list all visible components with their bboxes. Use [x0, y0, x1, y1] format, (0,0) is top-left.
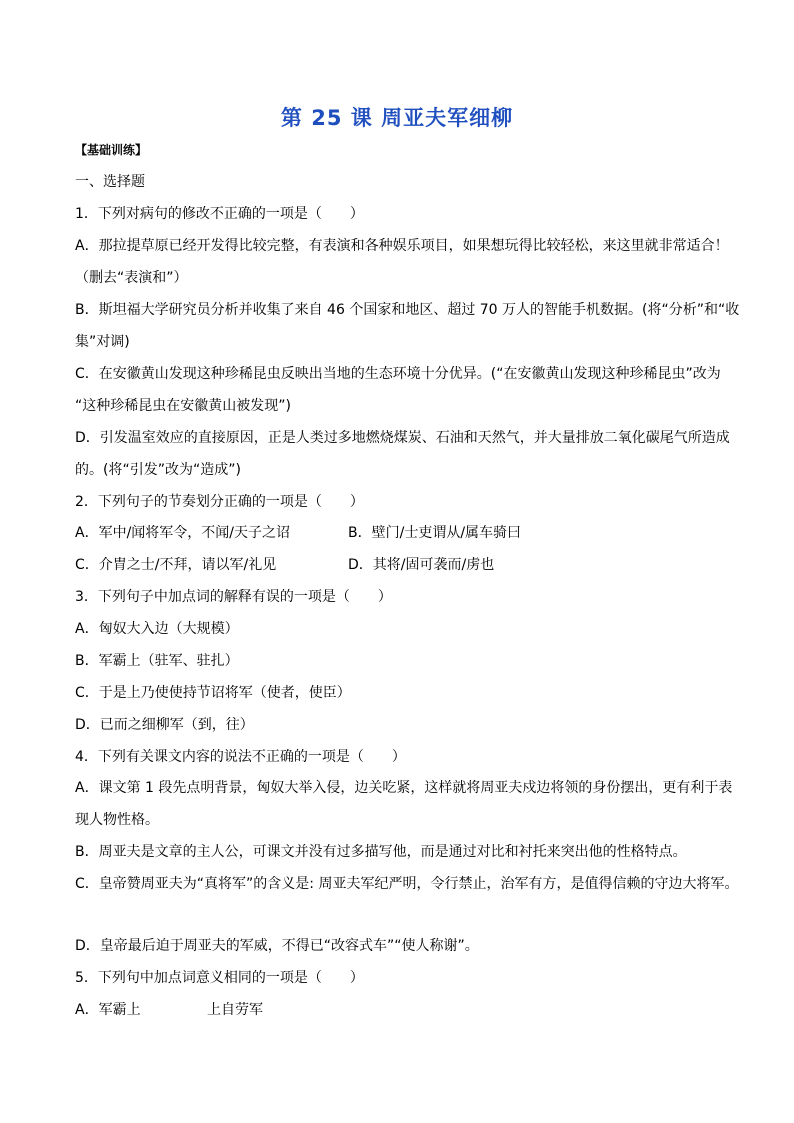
q4-option-b: B．周亚夫是文章的主人公，可课文并没有过多描写他，而是通过对比和衬托来突出他的性格特点。: [75, 844, 687, 860]
q1-option-a: A．那拉提草原已经开发得比较完整，有表演和各种娱乐项目，如果想玩得比较轻松，来这里就非常适合！: [75, 238, 729, 254]
q5-option-a-pair: 上自劳军: [207, 1002, 263, 1018]
q3-option-d: D．已而之细柳军（到，往）: [75, 717, 254, 733]
q2-option-c: C．介胄之士/不拜，请以军/礼见: [75, 557, 277, 573]
q4-stem: 4．下列有关课文内容的说法不正确的一项是（ ）: [75, 749, 406, 765]
q3-option-b: B．军霸上（驻军、驻扎）: [75, 653, 239, 669]
q1-option-b-cont: 集”对调): [75, 334, 130, 350]
q2-stem: 2．下列句子的节奏划分正确的一项是（ ）: [75, 494, 364, 510]
q1-option-c-cont: “这种珍稀昆虫在安徽黄山被发现”): [75, 398, 291, 414]
q2-option-d: D．其将/固可袭而/虏也: [348, 557, 495, 573]
q5-row-a: [75, 1000, 735, 1020]
q3-stem: 3．下列句子中加点词的解释有误的一项是（ ）: [75, 589, 392, 605]
q4-option-a: A．课文第 1 段先点明背景，匈奴大举入侵，边关吃紧，这样就将周亚夫戍边将领的身份摆出，更有利于表: [75, 780, 733, 796]
q4-option-d: D．皇帝最后迫于周亚夫的军威，不得已“改容式车”“使人称谢”。: [75, 938, 479, 954]
part-heading: 一、选择题: [75, 174, 145, 190]
q1-option-b: B．斯坦福大学研究员分析并收集了来自 46 个国家和地区、超过 70 万人的智能手机数据。(将“分析”和“收: [75, 302, 740, 318]
q2-row-ab: [75, 523, 735, 543]
q4-option-a-cont: 现人物性格。: [75, 812, 159, 828]
section-heading: 【基础训练】: [75, 143, 148, 157]
q3-option-a: A．匈奴大入边（大规模）: [75, 621, 239, 637]
q1-option-d: D．引发温室效应的直接原因，正是人类过多地燃烧煤炭、石油和天然气，并大量排放二氧化碳尾气所造成: [75, 430, 730, 446]
page-title: 第 25 课 周亚夫军细柳: [280, 106, 514, 130]
q1-option-a-cont: （删去“表演和”）: [75, 270, 188, 286]
q4-option-c: C．皇帝赞周亚夫为“真将军”的含义是: 周亚夫军纪严明，令行禁止，治军有方，是值得信赖的守边大将军。: [75, 876, 739, 892]
q1-stem: 1．下列对病句的修改不正确的一项是（ ）: [75, 206, 364, 222]
q5-stem: 5．下列句中加点词意义相同的一项是（ ）: [75, 970, 364, 986]
q5-option-a: A．军霸上: [75, 1002, 141, 1018]
q1-option-d-cont: 的。(将“引发”改为“造成”): [75, 462, 241, 478]
q2-option-b: B．壁门/士吏谓从/属车骑曰: [348, 525, 522, 541]
q1-option-c: C．在安徽黄山发现这种珍稀昆虫反映出当地的生态环境十分优异。(“在安徽黄山发现这种珍稀昆虫”改为: [75, 366, 721, 382]
q2-row-cd: [75, 555, 735, 575]
q3-option-c: C．于是上乃使使持节诏将军（使者，使臣）: [75, 685, 351, 701]
q2-option-a: A．军中/闻将军令，不闻/天子之诏: [75, 525, 291, 541]
